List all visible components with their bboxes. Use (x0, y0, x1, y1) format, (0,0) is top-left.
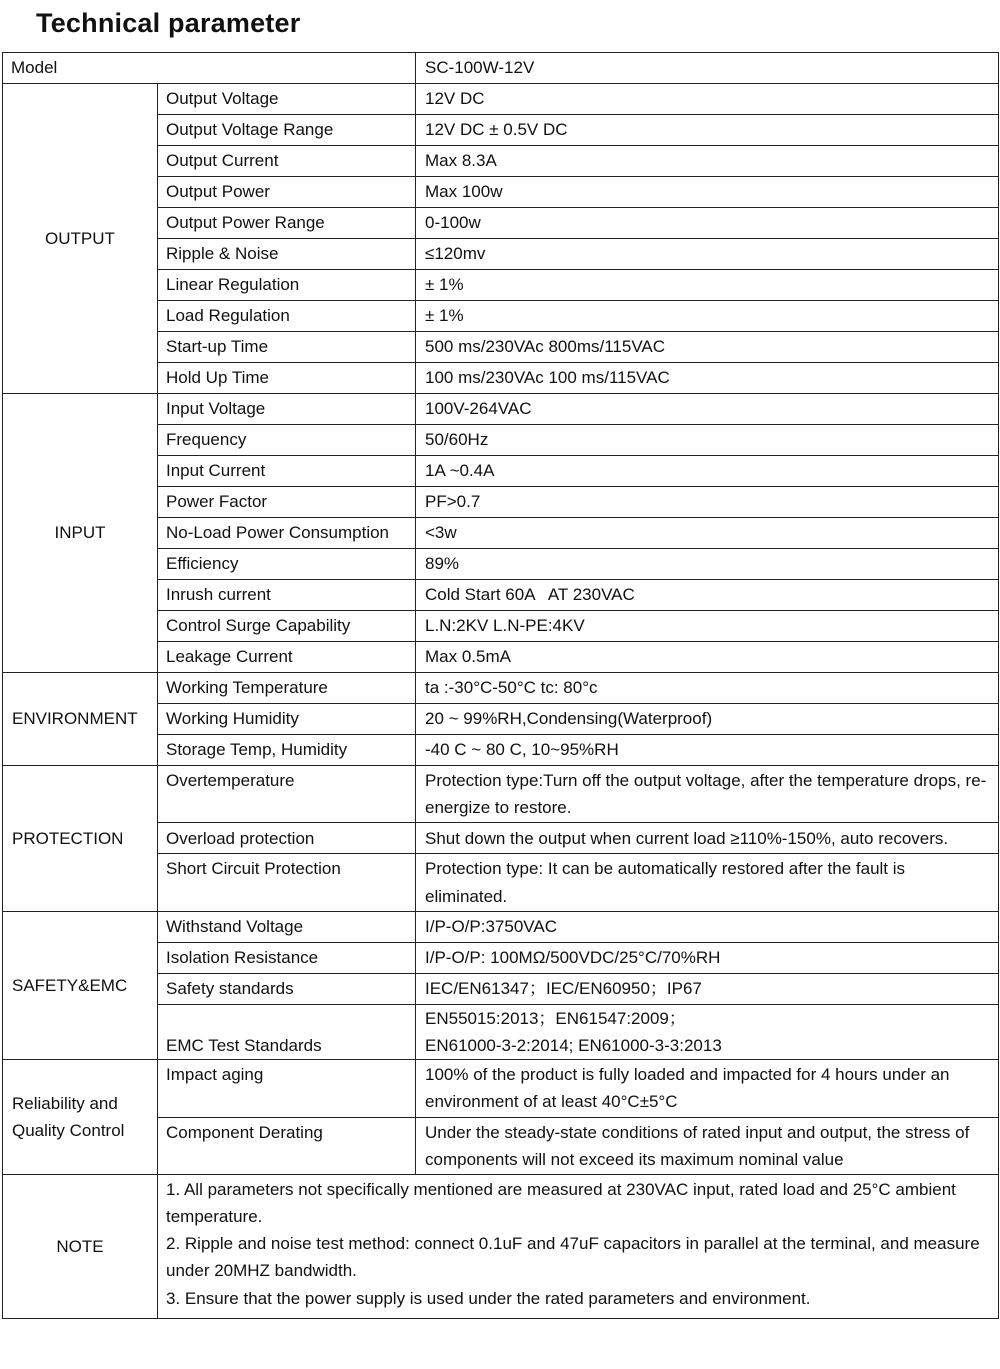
param-name: Storage Temp, Humidity (158, 735, 416, 766)
table-row (3, 394, 999, 425)
param-value: ta :-30°C-50°C tc: 80°c (416, 673, 999, 704)
param-value: Protection type:Turn off the output voltage, after the temperature drops, re-energize to restore. (416, 766, 999, 823)
param-name: Linear Regulation (158, 270, 416, 301)
param-name: Output Power (158, 177, 416, 208)
param-value: 12V DC ± 0.5V DC (416, 115, 999, 146)
param-name: Withstand Voltage (158, 911, 416, 942)
group-environment: ENVIRONMENT (3, 673, 158, 766)
spec-table (2, 52, 999, 1319)
group-safety-emc: SAFETY&EMC (3, 911, 158, 1059)
param-name: Output Current (158, 146, 416, 177)
param-value: Cold Start 60A AT 230VAC (416, 580, 999, 611)
param-value: 50/60Hz (416, 425, 999, 456)
param-name: Inrush current (158, 580, 416, 611)
param-value: Under the steady-state conditions of rated input and output, the stress of components will not exceed its maximum nominal value (416, 1117, 999, 1174)
table-row (3, 1060, 999, 1117)
param-value: PF>0.7 (416, 487, 999, 518)
param-name: No-Load Power Consumption (158, 518, 416, 549)
param-name: Safety standards (158, 973, 416, 1004)
emc-standard-line: EN55015:2013；EN61547:2009； (425, 1008, 686, 1028)
param-value: Max 100w (416, 177, 999, 208)
param-name: Overload protection (158, 823, 416, 854)
param-name: Ripple & Noise (158, 239, 416, 270)
param-value: I/P-O/P: 100MΩ/500VDC/25°C/70%RH (416, 942, 999, 973)
param-value: Protection type: It can be automatically restored after the fault is eliminated. (416, 854, 999, 911)
note-label: NOTE (3, 1174, 158, 1318)
group-name-line: Reliability and (12, 1093, 118, 1113)
param-name: Short Circuit Protection (158, 854, 416, 911)
param-value: 89% (416, 549, 999, 580)
param-value: ± 1% (416, 270, 999, 301)
param-value: ≤120mv (416, 239, 999, 270)
param-name: Start-up Time (158, 332, 416, 363)
group-name-line: Quality Control (12, 1121, 125, 1140)
param-value: 100 ms/230VAc 100 ms/115VAC (416, 363, 999, 394)
note-line: 1. All parameters not specifically mentioned are measured at 230VAC input, rated load and 25°C ambient temperature. (166, 1179, 956, 1227)
param-value: ± 1% (416, 301, 999, 332)
param-name: Leakage Current (158, 642, 416, 673)
note-content (158, 1174, 999, 1318)
param-value: 0-100w (416, 208, 999, 239)
param-value: 100V-264VAC (416, 394, 999, 425)
param-name: Component Derating (158, 1117, 416, 1174)
param-name: Control Surge Capability (158, 611, 416, 642)
param-value: 100% of the product is fully loaded and impacted for 4 hours under an environment of at least 40°C±5°C (416, 1060, 999, 1117)
emc-standard-line: EN61000-3-2:2014; EN61000-3-3:2013 (425, 1035, 722, 1055)
param-value: 500 ms/230VAc 800ms/115VAC (416, 332, 999, 363)
param-name: Output Voltage Range (158, 115, 416, 146)
param-value: <3w (416, 518, 999, 549)
table-row (3, 673, 999, 704)
param-value: L.N:2KV L.N-PE:4KV (416, 611, 999, 642)
note-line: 3. Ensure that the power supply is used under the rated parameters and environment. (166, 1288, 811, 1308)
param-name: Input Voltage (158, 394, 416, 425)
param-value: -40 C ~ 80 C, 10~95%RH (416, 735, 999, 766)
table-row-note (3, 1174, 999, 1318)
group-protection: PROTECTION (3, 766, 158, 912)
model-value: SC-100W-12V (416, 53, 999, 84)
param-name: Overtemperature (158, 766, 416, 823)
param-name: Isolation Resistance (158, 942, 416, 973)
param-name: Impact aging (158, 1060, 416, 1117)
param-value: 12V DC (416, 84, 999, 115)
page-title: Technical parameter (36, 8, 301, 38)
param-value: Max 8.3A (416, 146, 999, 177)
group-output: OUTPUT (3, 84, 158, 394)
param-name: Output Voltage (158, 84, 416, 115)
param-value: I/P-O/P:3750VAC (416, 911, 999, 942)
table-row (3, 911, 999, 942)
param-value: 1A ~0.4A (416, 456, 999, 487)
group-reliability (3, 1060, 158, 1175)
table-row (3, 84, 999, 115)
param-value: 20 ~ 99%RH,Condensing(Waterproof) (416, 704, 999, 735)
param-name: Output Power Range (158, 208, 416, 239)
param-value: Shut down the output when current load ≥110%-150%, auto recovers. (416, 823, 999, 854)
param-value: IEC/EN61347；IEC/EN60950；IP67 (416, 973, 999, 1004)
param-name: Load Regulation (158, 301, 416, 332)
param-value: Max 0.5mA (416, 642, 999, 673)
model-label: Model (3, 53, 416, 84)
param-name: Working Humidity (158, 704, 416, 735)
param-name: Working Temperature (158, 673, 416, 704)
param-name: Power Factor (158, 487, 416, 518)
table-row (3, 766, 999, 823)
param-name: Hold Up Time (158, 363, 416, 394)
table-row-model (3, 53, 999, 84)
param-name: Frequency (158, 425, 416, 456)
param-value (416, 1004, 999, 1059)
group-input: INPUT (3, 394, 158, 673)
note-line: 2. Ripple and noise test method: connect 0.1uF and 47uF capacitors in parallel at the terminal, and measure under 20MHZ bandwidth. (166, 1234, 980, 1281)
param-name: EMC Test Standards (158, 1004, 416, 1059)
param-name: Efficiency (158, 549, 416, 580)
param-name: Input Current (158, 456, 416, 487)
